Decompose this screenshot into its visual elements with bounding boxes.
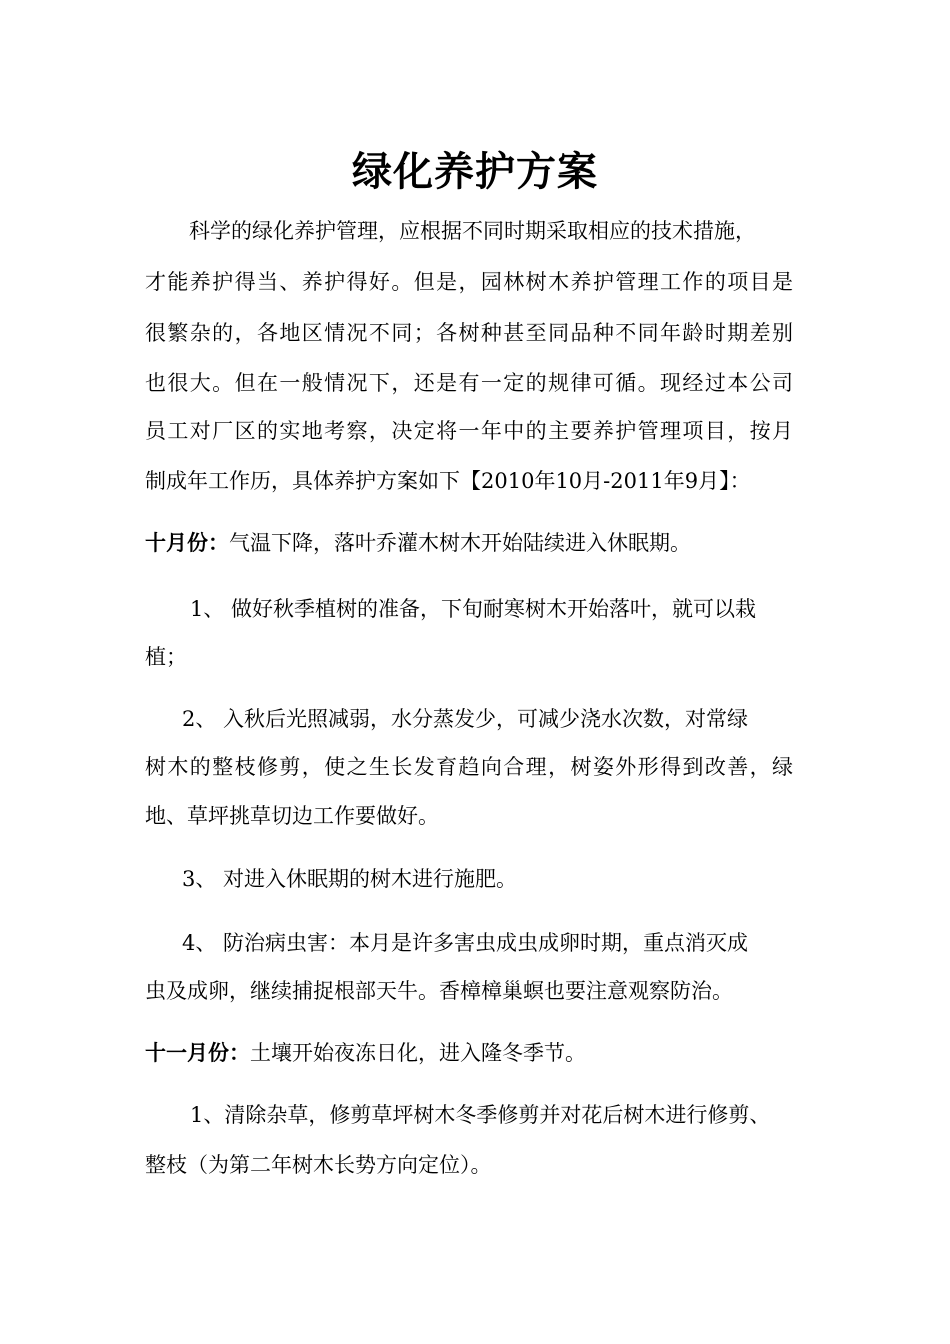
intro-line-4: 也很大。但在一般情况下，还是有一定的规律可循。现经过本公司 <box>145 371 793 395</box>
october-heading: 十月份： <box>145 531 229 555</box>
intro-line-5: 员工对厂区的实地考察，决定将一年中的主要养护管理项目，按月 <box>145 419 793 443</box>
october-item-4-line-2: 虫及成卵，继续捕捉根部天牛。香樟樟巢螟也要注意观察防治。 <box>145 979 733 1003</box>
november-section <box>145 1038 586 1068</box>
november-heading: 十一月份： <box>145 1041 250 1065</box>
october-item-2-line-2: 树木的整枝修剪，使之生长发育趋向合理，树姿外形得到改善，绿 <box>145 755 793 779</box>
october-item-4-line-1: 4、 防治病虫害：本月是许多害虫成虫成卵时期，重点消灭成 <box>182 931 749 955</box>
document-title: 绿化养护方案 <box>352 149 598 195</box>
october-item-2-line-3: 地、草坪挑草切边工作要做好。 <box>145 804 439 828</box>
november-item-1-line-1: 1、清除杂草，修剪草坪树木冬季修剪并对花后树木进行修剪、 <box>190 1103 771 1127</box>
october-section <box>145 528 691 558</box>
intro-line-2: 才能养护得当、养护得好。但是，园林树木养护管理工作的项目是 <box>145 270 793 294</box>
november-item-1-line-2: 整枝（为第二年树木长势方向定位）。 <box>145 1153 492 1177</box>
october-item-1-line-1: 1、 做好秋季植树的准备，下旬耐寒树木开始落叶，就可以栽 <box>190 597 757 621</box>
october-item-3-line-1: 3、 对进入休眠期的树木进行施肥。 <box>182 867 518 891</box>
intro-line-3: 很繁杂的，各地区情况不同；各树种甚至同品种不同年龄时期差别 <box>145 321 793 345</box>
october-summary: 气温下降，落叶乔灌木树木开始陆续进入休眠期。 <box>229 531 691 555</box>
november-summary: 土壤开始夜冻日化，进入隆冬季节。 <box>250 1041 586 1065</box>
intro-line-1: 科学的绿化养护管理，应根据不同时期采取相应的技术措施， <box>189 219 756 243</box>
october-item-1-line-2: 植； <box>145 645 187 669</box>
intro-line-6: 制成年工作历，具体养护方案如下【2010年10月-2011年9月】： <box>145 469 751 493</box>
october-item-2-line-1: 2、 入秋后光照减弱，水分蒸发少，可减少浇水次数，对常绿 <box>182 707 749 731</box>
